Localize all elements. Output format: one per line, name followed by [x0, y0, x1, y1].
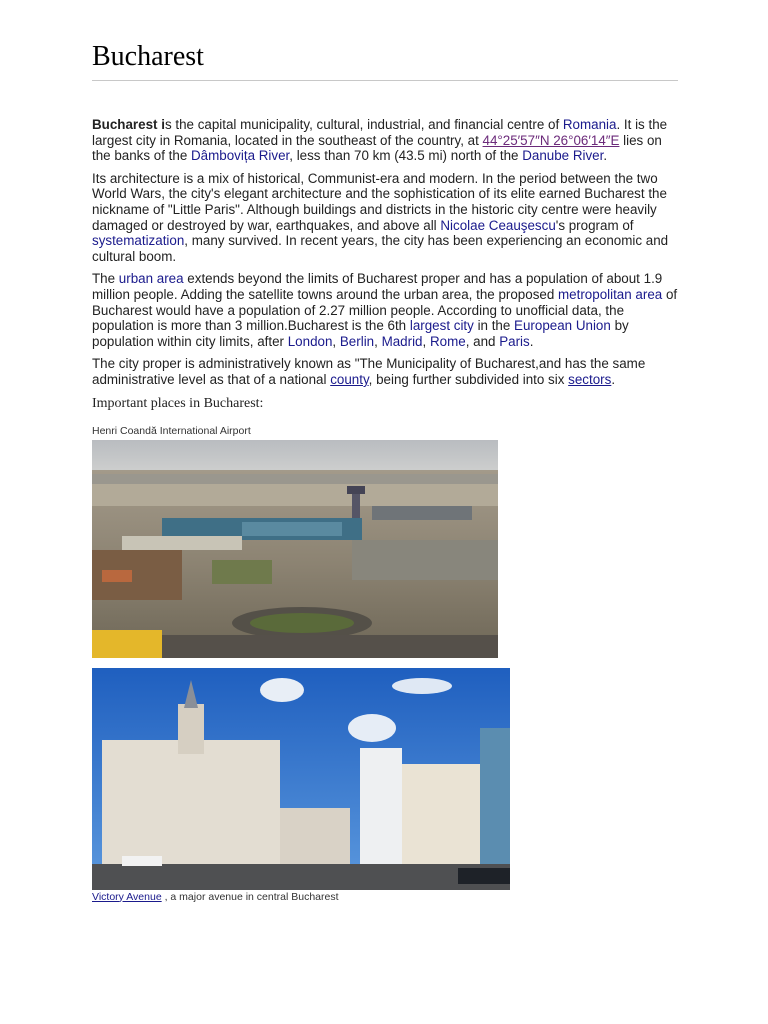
link-sectors[interactable]: sectors — [568, 371, 612, 387]
article — [92, 40, 678, 904]
text: . — [529, 333, 534, 349]
airport-caption: Henri Coandă International Airport — [92, 424, 251, 437]
title-divider — [92, 80, 678, 81]
text: The city proper is administratively known as "The Municipality of Bucharest,and has the same administrative level as that of a national — [92, 356, 646, 387]
link-dambovita-river[interactable]: Dâmbovița River — [191, 148, 290, 164]
victory-avenue-photo — [92, 668, 510, 890]
link-madrid[interactable]: Madrid — [381, 333, 423, 349]
link-metropolitan-area[interactable]: metropolitan area — [558, 286, 663, 302]
text: s the capital municipality, cultural, industrial, and financial centre of — [164, 117, 563, 132]
text: , a major avenue in central Bucharest — [161, 890, 339, 903]
link-county[interactable]: county — [330, 371, 369, 387]
paragraph-administration — [92, 356, 678, 387]
link-paris[interactable]: Paris — [499, 333, 530, 349]
text: , — [422, 333, 430, 349]
text: . — [611, 371, 616, 387]
link-systematization[interactable]: systematization — [92, 233, 185, 249]
link-urban-area[interactable]: urban area — [118, 271, 184, 287]
text: of Bucharest would have a population of 2.27 million people. According to unofficial data, the population is more than 3 million.Bucharest is the 6th — [92, 286, 678, 334]
link-european-union[interactable]: European Union — [514, 318, 611, 334]
text: , being further subdivided into six — [368, 371, 569, 387]
text: . It is the largest city in Romania, located in the southeast of the country, at — [92, 117, 668, 148]
text: , — [374, 333, 382, 349]
text: 's program of — [555, 217, 634, 233]
text: in the — [473, 318, 515, 334]
bold-subject: Bucharest i — [92, 117, 165, 132]
text: extends beyond the limits of Bucharest proper and has a population of about 1.9 million people. Adding the satellite towns around the urban area, the proposed — [92, 271, 663, 302]
airport-photo — [92, 440, 498, 658]
text: , many survived. In recent years, the city has been experiencing an economic and cultural boom. — [92, 233, 669, 264]
text: , less than 70 km (43.5 mi) north of the — [289, 148, 523, 164]
text: Its architecture is a mix of historical, Communist-era and modern. In the period between the two World Wars, the city's elegant architecture and the sophistication of its elite earned Bucharest the nickname of "Little Paris". Although buildings and districts in the historic city centre were heavily damaged or destroyed by war, earthquakes, and above all — [92, 170, 667, 233]
paragraph-population — [92, 271, 678, 349]
link-romania[interactable]: Romania — [562, 117, 617, 132]
section-heading: Important places in Bucharest: — [92, 395, 264, 411]
link-rome[interactable]: Rome — [429, 333, 466, 349]
text: The — [92, 271, 119, 287]
text: by population within city limits, after — [92, 318, 629, 349]
victory-avenue-caption — [92, 891, 678, 904]
paragraph-intro — [92, 117, 678, 164]
link-danube-river[interactable]: Danube River — [522, 148, 604, 164]
link-largest-city[interactable]: largest city — [409, 318, 474, 334]
link-london[interactable]: London — [287, 333, 333, 349]
link-ceausescu[interactable]: Nicolae Ceauşescu — [440, 217, 556, 233]
text: , — [332, 333, 340, 349]
link-coordinates[interactable]: 44°25′57″N 26°06′14″E — [482, 132, 620, 148]
link-victory-avenue[interactable]: Victory Avenue — [92, 890, 162, 903]
text: . — [603, 148, 608, 164]
link-berlin[interactable]: Berlin — [339, 333, 375, 349]
text: lies on the banks of the — [92, 132, 662, 164]
text: , and — [465, 333, 500, 349]
paragraph-architecture — [92, 171, 678, 265]
page-title: Bucharest — [92, 41, 204, 72]
